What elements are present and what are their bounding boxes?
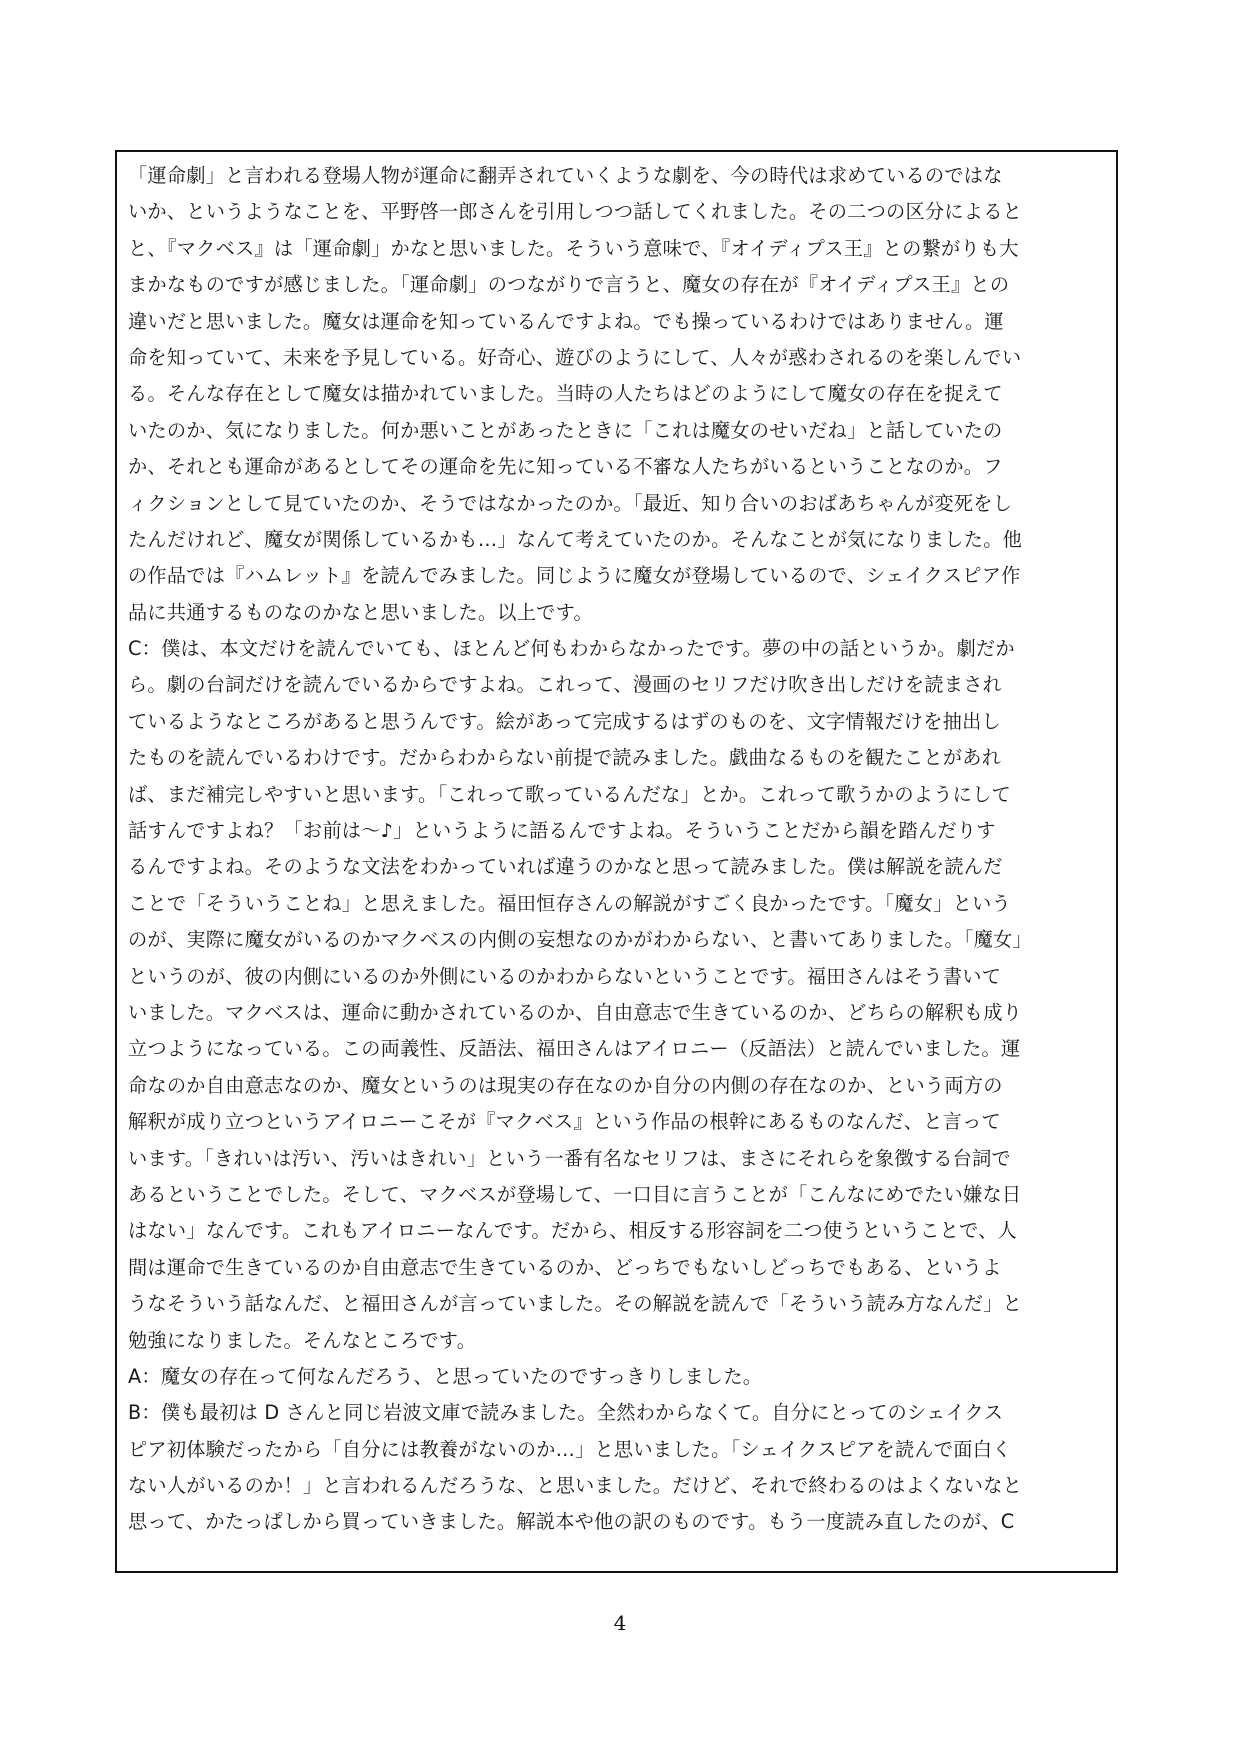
text-line: たんだけれど、魔女が関係しているかも…」なんて考えていたのか。そんなことが気になりました。他 [128,527,1023,551]
text-line: のが、実際に魔女がいるのかマクベスの内側の妄想なのかがわからない、と書いてありました。「魔女」 [128,928,1032,952]
text-line: いました。マクベスは、運命に動かされているのか、自由意志で生きているのか、どちらの解釈も成り [128,1000,1023,1024]
text-line: 命なのか自由意志なのか、魔女というのは現実の存在なのか自分の内側の存在なのか、という両方の [128,1073,1003,1097]
text-line: いか、というようなことを、平野啓一郎さんを引用しつつ話してくれました。その二つの区分によると [128,200,1023,224]
text-line: ら。劇の台詞だけを読んでいるからですよね。これって、漫画のセリフだけ吹き出しだけを読まされ [128,673,1003,697]
text-line: ピア初体験だったから「自分には教養がないのか…」と思いました。「シェイクスピアを読んで面白く [128,1437,1012,1461]
text-line: 命を知っていて、未来を予見している。好奇心、遊びのようにして、人々が惑わされるのを楽しんでい [128,345,1022,369]
text-line: 間は運命で生きているのか自由意志で生きているのか、どっちでもないしどっちでもある、というよ [128,1255,1002,1279]
text-line: まかなものですが感じました。「運命劇」のつながりで言うと、魔女の存在が『オイディプス王』との [128,273,1010,297]
text-line: うなそういう話なんだ、と福田さんが言っていました。その解説を読んで「そういう読み方なんだ」と [128,1292,1023,1316]
text-line: 解釈が成り立つというアイロニーこそが『マクベス』という作品の根幹にあるものなんだ、と言って [128,1110,1001,1134]
text-line: ない人がいるのか！」と言われるんだろうな、と思いました。だけど、それで終わるのはよくないなと [128,1474,1023,1498]
text-line: と、『マクベス』は「運命劇」かなと思いました。そういう意味で、『オイディプス王』との繋がりも大 [128,236,1019,260]
text-line: あるということでした。そして、マクベスが登場して、一口目に言うことが「こんなにめでたい嫌な日 [128,1182,1022,1206]
text-line: か、それとも運命があるとしてその運命を先に知っている不審な人たちがいるということなのか。フ [128,455,1003,479]
text-line: 勉強になりました。そんなところです。 [128,1328,477,1352]
text-line: ィクションとして見ていたのか、そうではなかったのか。「最近、知り合いのおばあちゃんが変死をし [128,491,1013,515]
text-line: はない」なんです。これもアイロニーなんです。だから、相反する形容詞を二つ使うということで、人 [128,1219,1017,1243]
text-frame [115,150,1118,1573]
text-line: ことで「そういうことね」と思えました。福田恒存さんの解説がすごく良かったです。「魔女」という [128,891,1011,915]
text-line: たものを読んでいるわけです。だからわからない前提で読みました。戯曲なるものを観たことがあれ [128,746,1002,770]
text-line: 「運命劇」と言われる登場人物が運命に翻弄されていくような劇を、今の時代は求めているのではな [128,164,1003,187]
text-line: というのが、彼の内側にいるのか外側にいるのかわからないということです。福田さんはそう書いて [128,964,1002,988]
text-line: 立つようになっている。この両義性、反語法、福田さんはアイロニー（反語法）と読んでいました。運 [128,1037,1021,1061]
text-line: 話すんですよね？「お前は〜♪」というように語るんですよね。そういうことだから韻を踏んだりす [128,819,996,843]
text-line: います。「きれいは汚い、汚いはきれい」という一番有名なセリフは、まさにそれらを象徴する台詞で [128,1146,1011,1170]
text-line: 違いだと思いました。魔女は運命を知っているんですよね。でも操っているわけではありません。運 [128,309,1004,333]
text-line: るんですよね。そのような文法をわかっていれば違うのかなと思って読みました。僕は解説を読んだ [128,855,1003,879]
text-line: の作品では『ハムレット』を読んでみました。同じように魔女が登場しているので、シェイクスピア作 [128,564,1021,588]
page-number: 4 [613,1611,627,1635]
text-line: いたのか、気になりました。何か悪いことがあったときに「これは魔女のせいだね」と話していたの [128,418,1003,442]
text-line: る。そんな存在として魔女は描かれていました。当時の人たちはどのようにして魔女の存在を捉えて [128,382,1003,406]
text-line: ているようなところがあると思うんです。絵があって完成するはずのものを、文字情報だけを抽出し [128,709,1001,733]
text-line: ば、まだ補完しやすいと思います。「これって歌っているんだな」とか。これって歌うかのようにして [128,782,1011,806]
text-line: B：僕も最初は D さんと同じ岩波文庫で読みました。全然わからなくて。自分にとってのシェイクス [128,1401,1004,1425]
text-line: A：魔女の存在って何なんだろう、と思っていたのですっきりしました。 [128,1364,763,1388]
text-line: 思って、かたっぱしから買っていきました。解説本や他の訳のものです。もう一度読み直したのが、C [128,1510,1015,1534]
text-line: 品に共通するものなのかなと思いました。以上です。 [128,600,593,624]
text-line: C：僕は、本文だけを読んでいても、ほとんど何もわからなかったです。夢の中の話というか。劇だか [128,637,1015,661]
